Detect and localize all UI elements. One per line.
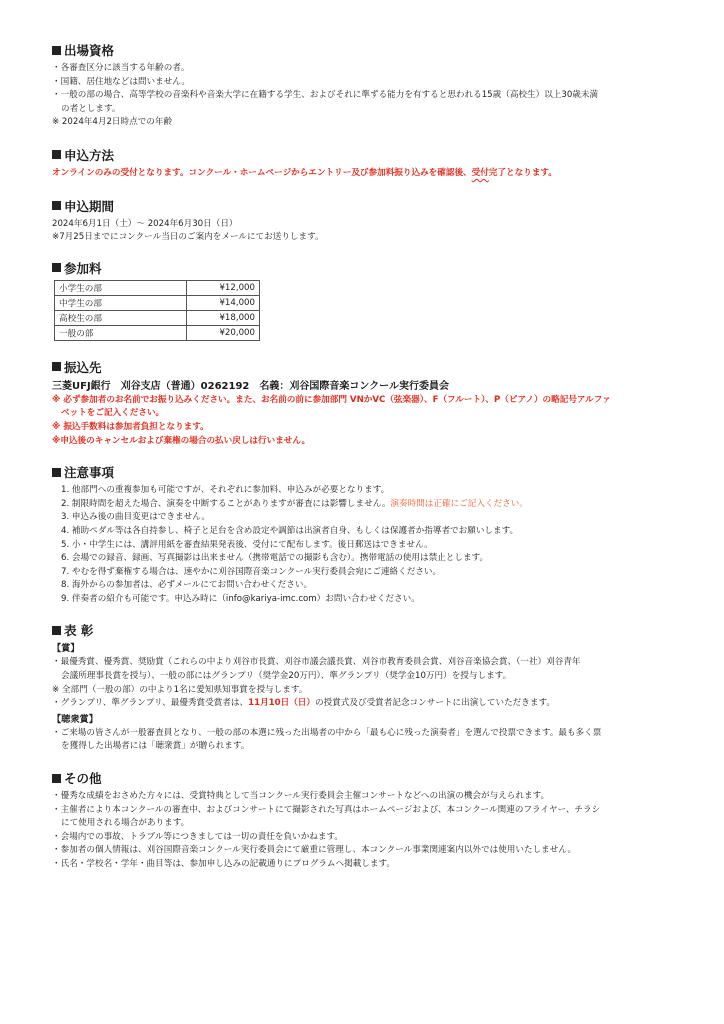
transfer-account: 三菱UFJ銀行 刈谷支店（普通）0262192 名義：刈谷国際音楽コンクール実行委員会 <box>52 380 449 392</box>
caution-item: 8. 海外からの参加者は、必ずメールにてお問い合わせください。 <box>61 580 313 591</box>
transfer-note: ※ 振込手数料は参加者負担となります。 <box>52 421 209 432</box>
fee-category: 小学生の部 <box>55 280 187 295</box>
eligibility-heading <box>52 42 692 58</box>
caution-item: 4. 補助ペダル等は各自持参し、椅子と足台を含め設定や調節は出演者自身、もしくは保護者か指導者でお願いします。 <box>61 525 519 536</box>
audience-label: 【聴衆賞】 <box>52 713 98 725</box>
audience-line: を獲得した出場者には「聴衆賞」が贈られます。 <box>61 741 250 752</box>
other-item: にて使用される場合があります。 <box>61 818 190 829</box>
fee-table <box>54 280 260 341</box>
square-bullet-icon <box>52 150 61 159</box>
other-title: その他 <box>64 771 102 787</box>
other-item: ・参加者の個人情報は、刈谷国際音楽コンクール実行委員会にて厳重に管理し、本コンクール事業関連案内以外では使用いたしません。 <box>52 845 577 856</box>
transfer-heading <box>52 359 692 375</box>
other-item: ・優秀な成績をおさめた方々には、受賞特典として当コンクール実行委員会主催コンサートなどへの出演の機会が与えられます。 <box>52 791 550 802</box>
table-row <box>55 325 260 340</box>
transfer-note: ※ 必ず参加者のお名前でお振り込みください。また、お名前の前に参加部門 VNかVC（弦楽器）、F（フルート）、P（ピアノ）の略記号アルファ <box>52 394 611 405</box>
square-bullet-icon <box>52 626 61 635</box>
transfer-note: ※申込後のキャンセルおよび棄権の場合の払い戻しは行いません。 <box>52 435 311 446</box>
caution-item: 5. 小・中学生には、講評用紙を審査結果発表後、受付にて配布します。後日郵送はできません。 <box>61 539 433 550</box>
fee-category: 中学生の部 <box>55 295 187 310</box>
caution-item: 3. 申込み後の曲目変更はできません。 <box>61 512 210 523</box>
period-heading <box>52 198 692 214</box>
other-item: ・主催者により本コンクールの審査中、およびコンサートにて撮影された写真はホームページおよび、本コンクール関連のフライヤー、チラシ <box>52 804 601 815</box>
other-item: ・会場内での事故、トラブル等につきましては一切の責任を負いかねます。 <box>52 831 343 842</box>
other-heading <box>52 770 692 786</box>
caution-highlight: 演奏時間は正確にご記入ください。 <box>390 498 528 509</box>
caution-item: 9. 伴奏者の紹介も可能です。申込み時に（info@kariya-imc.com）お問い合わせください。 <box>61 593 420 604</box>
square-bullet-icon <box>52 362 61 371</box>
fee-amount: ¥18,000 <box>187 310 260 325</box>
transfer-title: 振込先 <box>64 359 102 375</box>
document-page <box>52 42 692 872</box>
cautions-section <box>52 464 692 606</box>
square-bullet-icon <box>52 468 61 477</box>
other-section <box>52 770 692 872</box>
square-bullet-icon <box>52 46 61 55</box>
grand-prix-line: ・グランプリ、準グランプリ、最優秀賞受賞者は、11月10日（日）の授賞式及び受賞者記念コンサートに出演していただきます。 <box>52 698 555 709</box>
awards-heading <box>52 622 692 638</box>
square-bullet-icon <box>52 263 61 272</box>
transfer-note: ベットをご記入ください。 <box>61 408 165 419</box>
caution-item: 6. 会場での録音、録画、写真撮影は出来ません（携帯電話での撮影も含む）。携帯電話の使用は禁止とします。 <box>61 553 489 564</box>
eligibility-item: ・国籍、居住地などは問いません。 <box>52 76 191 87</box>
table-row <box>55 280 260 295</box>
fee-heading <box>52 260 692 276</box>
fee-category: 高校生の部 <box>55 310 187 325</box>
awards-section <box>52 622 692 754</box>
method-section <box>52 147 692 181</box>
fee-title: 参加料 <box>64 260 102 276</box>
eligibility-section <box>52 42 692 130</box>
table-row <box>55 295 260 310</box>
period-dates: 2024年6月1日（土）～ 2024年6月30日（日） <box>52 218 238 229</box>
eligibility-item: ・各審査区分に該当する年齢の者。 <box>52 63 190 73</box>
caution-item: 7. やむを得ず棄権する場合は、速やかに刈谷国際音楽コンクール実行委員会宛にご連絡ください。 <box>61 566 442 577</box>
period-note: ※7月25日までにコンクール当日のご案内をメールにてお送りします。 <box>52 232 324 243</box>
method-title: 申込方法 <box>64 147 115 163</box>
award-ceremony-date: 11月10日（日） <box>248 698 315 709</box>
method-text: オンラインのみの受付となります。コンクール・ホームページからエントリー及び参加料振り込みを確認後、受付完了となります。 <box>52 167 557 178</box>
fee-section <box>52 260 692 341</box>
square-bullet-icon <box>52 774 61 783</box>
fee-amount: ¥12,000 <box>187 280 260 295</box>
eligibility-note: ※ 2024年4月2日時点での年齢 <box>52 117 173 128</box>
fee-category: 一般の部 <box>55 325 187 340</box>
prize-line: ※ 全部門（一般の部）の中より1名に愛知県知事賞を授与します。 <box>52 684 308 695</box>
eligibility-title: 出場資格 <box>64 43 115 58</box>
method-heading <box>52 147 692 163</box>
period-section <box>52 198 692 245</box>
cautions-title: 注意事項 <box>64 465 115 481</box>
fee-amount: ¥20,000 <box>187 325 260 340</box>
eligibility-item: ・一般の部の場合、高等学校の音楽科や音楽大学に在籍する学生、およびそれに準ずる能力を有すると思われる15歳（高校生）以上30歳未満 <box>52 90 599 101</box>
caution-item: 2. 制限時間を超えた場合、演奏を中断することがありますが審査には影響しません。演奏時間は正確にご記入ください。 <box>61 498 528 509</box>
square-bullet-icon <box>52 201 61 210</box>
prize-label: 【賞】 <box>52 643 80 655</box>
awards-title: 表 彰 <box>64 623 94 639</box>
fee-amount: ¥14,000 <box>187 295 260 310</box>
eligibility-item: の者とします。 <box>61 103 121 114</box>
method-wavy-text: 受付 <box>471 167 489 178</box>
other-item: ・氏名・学校名・学年・曲目等は、参加申し込みの記載通りにプログラムへ掲載します。 <box>52 859 395 869</box>
period-title: 申込期間 <box>64 198 115 214</box>
transfer-section <box>52 359 692 448</box>
table-row <box>55 310 260 325</box>
audience-line: ・ご来場の皆さんが一般審査員となり、一般の部の本選に残った出場者の中から「最も心に残った演奏者」を選んで投票できます。最も多く票 <box>52 727 602 738</box>
prize-line: ・最優秀賞、優秀賞、奨励賞（これらの中より刈谷市長賞、刈谷市議会議長賞、刈谷市教育委員会賞、刈谷音楽協会賞、（一社）刈谷青年 <box>52 657 581 668</box>
prize-line: 会議所理事長賞を授与）、一般の部にはグランプリ（奨学金20万円）、準グランプリ（奨学金10万円）を授与します。 <box>61 671 512 682</box>
caution-item: 1. 他部門への重複参加も可能ですが、それぞれに参加料、申込みが必要となります。 <box>61 485 390 496</box>
cautions-heading <box>52 464 692 480</box>
